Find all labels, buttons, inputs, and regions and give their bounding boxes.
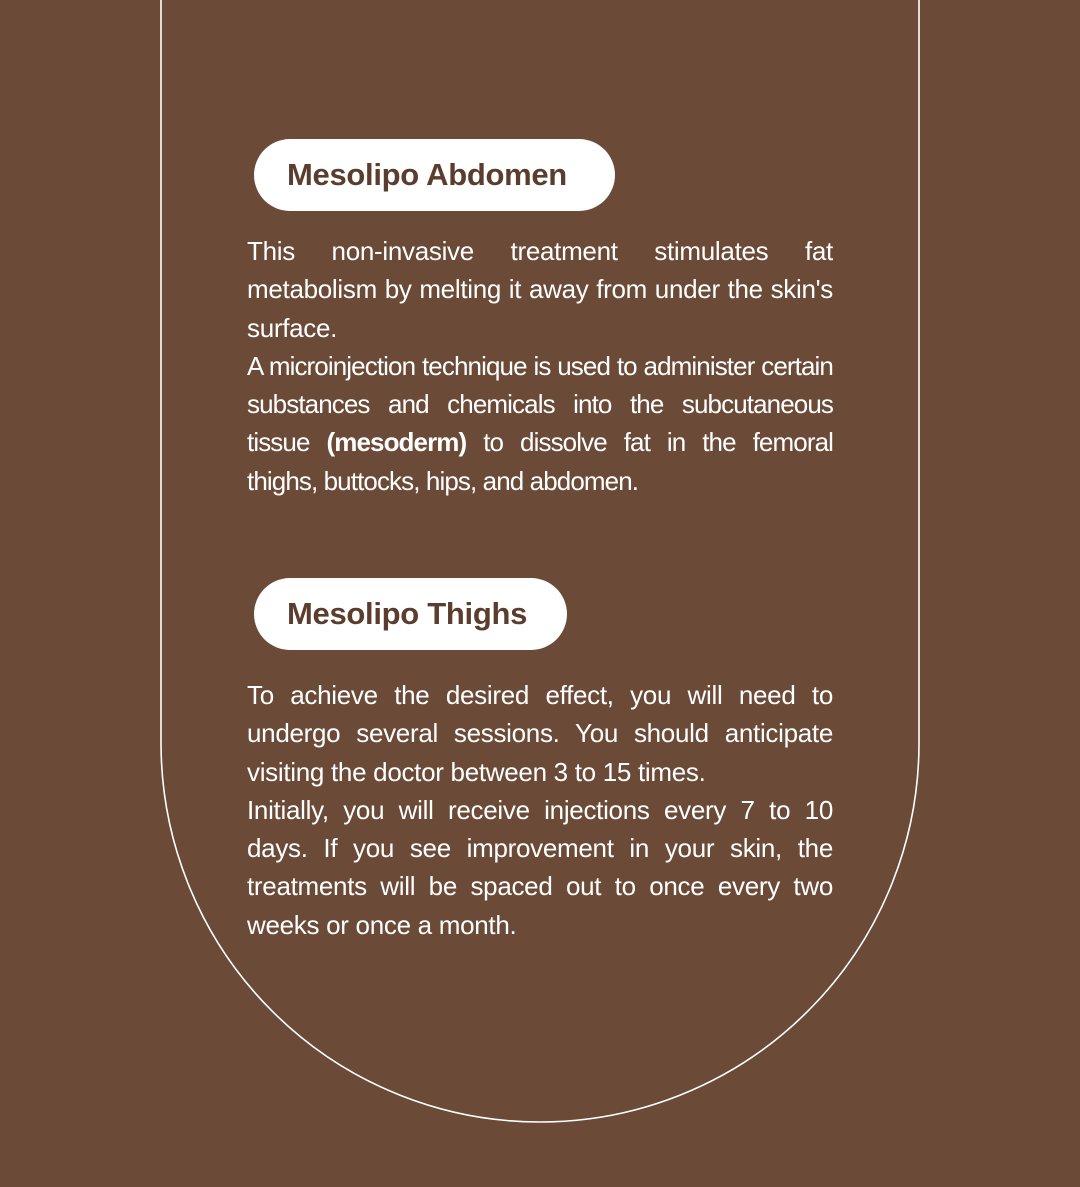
paragraph: This non-invasive treatment stimulates fat metabolism by melting it away from under the skin's surface. [247, 236, 833, 343]
section-body-abdomen [247, 232, 833, 500]
section-body-thighs [247, 676, 833, 944]
section-heading-label: Mesolipo Abdomen [287, 157, 567, 192]
paragraph: To achieve the desired effect, you will need to undergo several sessions. You should anticipate visiting the doctor between 3 to 15 times. [247, 680, 833, 787]
section-heading-abdomen [254, 139, 615, 211]
paragraph: Initially, you will receive injections every 7 to 10 days. If you see improvement in your skin, the treatments will be spaced out to once every two weeks or once a month. [247, 794, 833, 940]
section-heading-label: Mesolipo Thighs [287, 596, 528, 631]
paragraph [247, 347, 833, 500]
paragraph-bold-term: (mesoderm) [326, 427, 467, 458]
paragraph-text: to dissolve fat in the femoral thighs, buttocks, hips, and abdomen. [247, 427, 834, 496]
paragraph-text: A microinjection technique is used to administer certain substances and chemicals into the subcutaneous tissue [247, 350, 833, 458]
section-heading-thighs [254, 578, 567, 650]
